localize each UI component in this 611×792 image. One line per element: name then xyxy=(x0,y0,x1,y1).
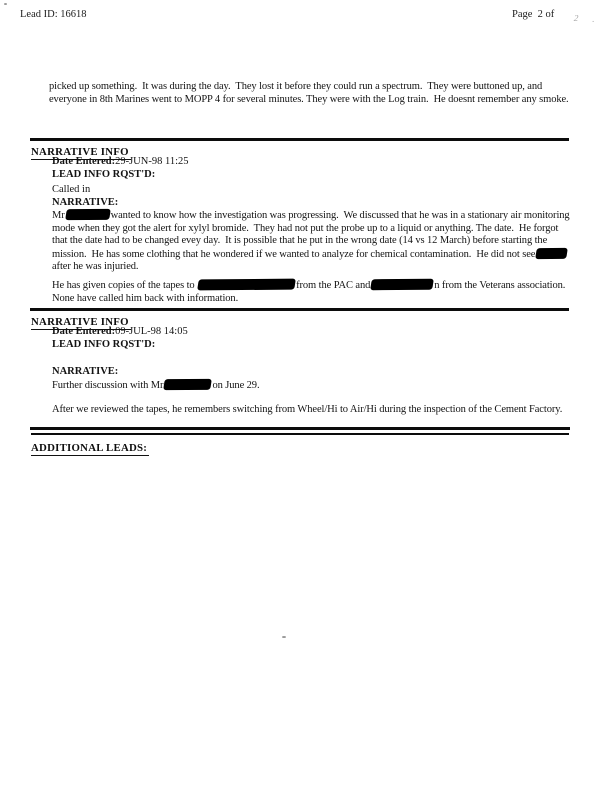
scan-artifact xyxy=(4,3,7,5)
section-title-narrative-info: NARRATIVE INFO xyxy=(31,146,129,158)
date-entered-line xyxy=(52,326,188,338)
section-title-additional-leads: ADDITIONAL LEADS: xyxy=(31,442,148,454)
narrative-paragraph: Mr wanted to know how the investigation was progressing. We discussed that he was in a stationary air monitoring mode when they got the alert for xylyl bromide. They had not put the probe up to a liquid or anything. The date. He forgot that the date had to be changed evey day. It is possible that he put in the wrong date (14 vs 12 March) before starting the mission. He has some clothing that he wondered if we wanted to analyze for chemical contamination. He did not seeafter he was injuried. xyxy=(52,210,573,272)
section-title-narrative-info: NARRATIVE INFO xyxy=(31,316,129,328)
narrative-label: NARRATIVE: xyxy=(52,197,119,208)
date-entered-label: Date Entered: xyxy=(52,326,116,337)
redaction-bar xyxy=(370,279,434,290)
section-divider-rule xyxy=(30,138,569,141)
carryover-paragraph: picked up something. It was during the day. They lost it before they could run a spectrum. They were buttoned up, and everyone in 8th Marines went to MOPP 4 for several minutes. They were with the Log train. He doesnt remember any smoke. xyxy=(49,81,569,105)
section-divider-rule xyxy=(31,433,569,435)
redaction-bar xyxy=(65,209,111,220)
lead-info-rqstd-label: LEAD INFO RQST'D: xyxy=(52,169,156,180)
date-entered-value: 29-JUN-98 11:25 xyxy=(115,156,189,167)
narrative-paragraph: After we reviewed the tapes, he remembers switching from Wheel/Hi to Air/Hi during the inspection of the Cement Factory. xyxy=(52,404,563,415)
narrative-paragraph: Further discussion with Mr on June 29. xyxy=(52,380,260,391)
date-entered-value: 09-JUL-98 14:05 xyxy=(115,326,188,337)
section-divider-rule xyxy=(30,308,569,311)
lead-id-label: Lead ID: 16618 xyxy=(20,9,87,20)
lead-info-rqstd-label: LEAD INFO RQST'D: xyxy=(52,339,156,350)
narrative-paragraph: He has given copies of the tapes to from the PAC and n from the Veterans association. None have called him back with information. xyxy=(52,280,571,304)
scan-artifact xyxy=(282,636,286,638)
redaction-bar xyxy=(535,247,568,258)
page-total-faint: 2 xyxy=(572,13,580,23)
scan-mark: . xyxy=(592,14,595,24)
redaction-bar xyxy=(164,379,213,390)
narrative-label: NARRATIVE: xyxy=(52,366,119,377)
page-number-label: Page 2 of xyxy=(512,9,555,20)
section-divider-rule xyxy=(30,427,570,430)
date-entered-label: Date Entered: xyxy=(52,156,116,167)
redaction-bar xyxy=(197,279,296,291)
called-in-value: Called in xyxy=(52,184,91,195)
date-entered-line xyxy=(52,156,189,168)
